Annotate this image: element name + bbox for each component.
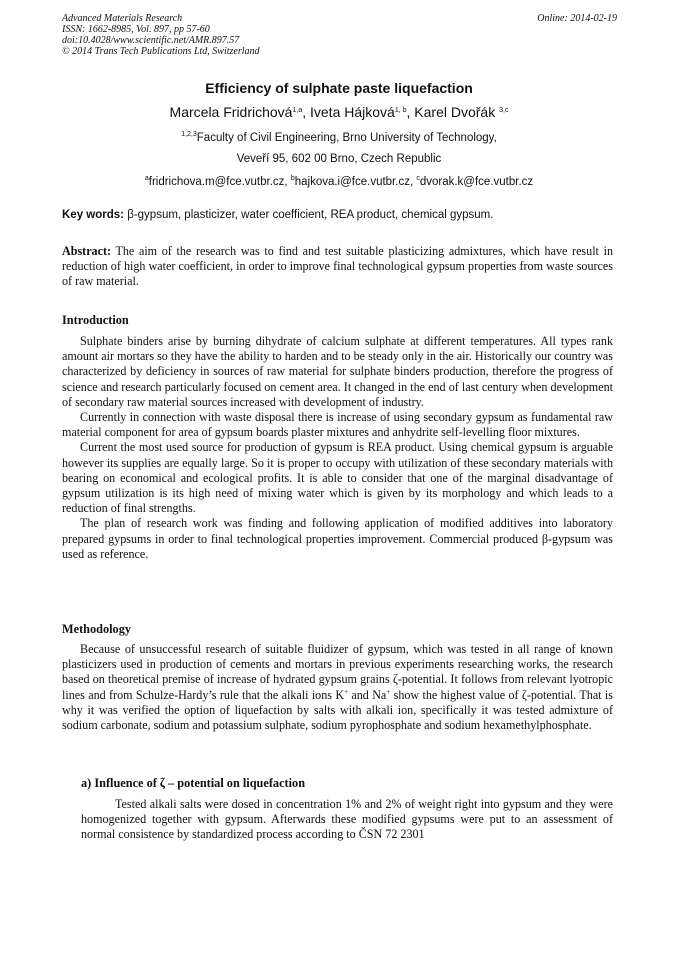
section-heading-methodology: Methodology bbox=[62, 622, 131, 636]
paragraph: Current the most used source for production of gypsum is REA product. Using chemical gypsum is arguable however its supplies are equally large. So it is proper to occupy with utilization of these secondary materials with bearing on economical and ecological profits. It is able to consider that one of the marginal disadvantage of gypsum utilization is its high need of mixing water which is given by its morphology and which leads to a reduction of final strengths. bbox=[62, 440, 613, 516]
affiliation-mark: 1,2,3 bbox=[181, 131, 197, 138]
author-affiliation-mark: 1, b bbox=[394, 107, 407, 114]
section-heading-introduction: Introduction bbox=[62, 313, 129, 327]
author-name: Iveta Hájková bbox=[310, 104, 395, 120]
ion-charge: + bbox=[386, 687, 391, 696]
paragraph: Currently in connection with waste disposal there is increase of using secondary gypsum as fundamental raw material component for area of gypsum boards plaster mixtures and anhydrite self-levelling floor mixtures. bbox=[62, 410, 613, 440]
abstract-text: The aim of the research was to find and test suitable plasticizing admixtures, which have result in reduction of high water coefficient, in order to improve final technological gypsum properties from waste sources of raw material. bbox=[62, 244, 613, 289]
affiliation-line bbox=[0, 132, 678, 144]
paragraph-text: show the highest value of ζ-potential. That is why it was verified the option of liquefaction by salts with alkali ion, specifically it was tested admixture of sodium carbonate, sodium and potassium sulphate, sodium pyrophosphate and sodium hexamethylphosphate. bbox=[62, 687, 613, 733]
subsection-heading-a: a) Influence of ζ – potential on liquefaction bbox=[81, 776, 306, 790]
journal-name: Advanced Materials Research bbox=[62, 13, 183, 24]
subsection-a-body bbox=[81, 797, 613, 843]
paragraph bbox=[62, 642, 613, 733]
journal-header bbox=[62, 13, 617, 57]
affiliation-text: Faculty of Civil Engineering, Brno University of Technology, bbox=[196, 132, 497, 144]
online-date: Online: 2014-02-19 bbox=[537, 13, 617, 24]
issn-line: ISSN: 1662-8985, Vol. 897, pp 57-60 bbox=[62, 24, 210, 35]
author-affiliation-mark: 3,c bbox=[499, 107, 509, 114]
abstract-label: Abstract: bbox=[62, 244, 112, 258]
paragraph: Sulphate binders arise by burning dihydrate of calcium sulphate at different temperatures. All types rank amount air mortars so they have the ability to harden and to be steady only in the air. Historically our country was characterized by deficiency in sources of raw material for sulphate binders production, therefore the progress of science and research particularly focused on cement area. It changed in the end of last century when development of secondary raw material sources increased with development of industry. bbox=[62, 334, 613, 409]
email-mark: a bbox=[144, 175, 149, 182]
email-link[interactable]: dvorak.k@fce.vutbr.cz bbox=[419, 176, 534, 188]
keywords bbox=[62, 209, 613, 221]
ion-charge: + bbox=[344, 687, 349, 696]
abstract bbox=[62, 244, 613, 290]
author-list: Marcela Fridrichová$^{1,a}$, Iveta Hájková$^{1, b}$, Karel Dvořák $^{3,c}$ bbox=[169, 104, 509, 120]
methodology-body bbox=[62, 642, 613, 733]
doi-line[interactable]: doi:10.4028/www.scientific.net/AMR.897.57 bbox=[62, 35, 240, 46]
author-affiliation-mark: 1,a bbox=[292, 107, 303, 114]
keywords-label: Key words: bbox=[62, 209, 124, 221]
paragraph-text: and Na bbox=[348, 687, 387, 702]
email-mark: b bbox=[290, 175, 295, 182]
paragraph-text: Because of unsuccessful research of suitable fluidizer of gypsum, which was tested in all range of known plasticizers used in production of cements and mortars in previous experiments researching works, the research based on theoretical premise of increase of hydrated gypsum grains ζ-potential. It follows from relevant lyotropic lines and from Schulze-Hardy’s rule that the alkali ions K bbox=[62, 642, 613, 702]
copyright-line: © 2014 Trans Tech Publications Ltd, Switzerland bbox=[62, 46, 260, 57]
keywords-text: β-gypsum, plasticizer, water coefficient, REA product, chemical gypsum. bbox=[127, 209, 494, 221]
paper-title: Efficiency of sulphate paste liquefaction bbox=[205, 80, 473, 96]
email-mark: c bbox=[416, 175, 420, 182]
email-link[interactable]: fridrichova.m@fce.vutbr.cz bbox=[148, 176, 285, 188]
paragraph: Tested alkali salts were dosed in concentration 1% and 2% of weight right into gypsum and they were homogenized together with gypsum. Afterwards these modified gypsums were put to an assessment of normal consistence by standardized process according to ČSN 72 2301 bbox=[81, 797, 613, 842]
affiliation-address: Veveří 95, 602 00 Brno, Czech Republic bbox=[236, 153, 442, 165]
author-name: Marcela Fridrichová bbox=[169, 104, 293, 120]
email-list: $^a$fridrichova.m@fce.vutbr.cz, $^b$hajkova.i@fce.vutbr.cz, $^c$dvorak.k@fce.vutbr.cz bbox=[144, 175, 534, 188]
paragraph: The plan of research work was finding and following application of modified additives into laboratory prepared gypsums in order to final technological properties improvement. Commercial produced β-gypsum was used as reference. bbox=[62, 516, 613, 561]
author-name: Karel Dvořák bbox=[414, 104, 496, 120]
email-link[interactable]: hajkova.i@fce.vutbr.cz bbox=[294, 176, 410, 188]
introduction-body bbox=[62, 334, 613, 562]
